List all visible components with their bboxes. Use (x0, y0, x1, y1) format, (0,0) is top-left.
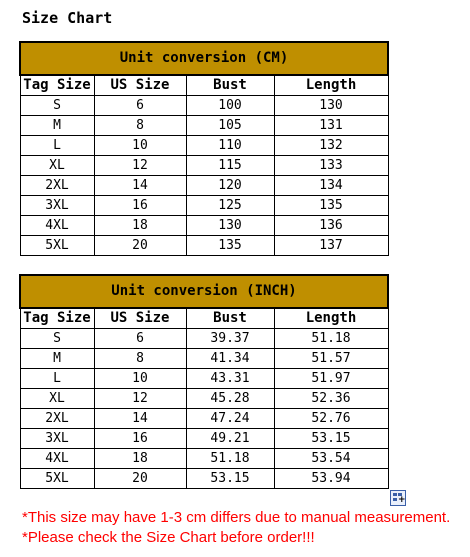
table-cell: 5XL (20, 236, 94, 256)
table-row (20, 449, 388, 469)
table-cell: 16 (94, 196, 186, 216)
table-cell: 125 (186, 196, 274, 216)
table-cell: 18 (94, 449, 186, 469)
table-cell: 3XL (20, 196, 94, 216)
column-header: Tag Size (20, 75, 94, 96)
table-cell: 115 (186, 156, 274, 176)
table-cell: 12 (94, 389, 186, 409)
table-row (20, 156, 388, 176)
table-cell: 51.57 (274, 349, 388, 369)
table-cell: 5XL (20, 469, 94, 489)
table-header-row (20, 308, 388, 329)
table-row (20, 136, 388, 156)
table-cell: 39.37 (186, 329, 274, 349)
table-cell: 45.28 (186, 389, 274, 409)
table-row (20, 216, 388, 236)
note-measurement: *This size may have 1-3 cm differs due to manual measurement. (22, 509, 451, 526)
table-cell: 2XL (20, 409, 94, 429)
table-cell: 52.76 (274, 409, 388, 429)
table-cell: 131 (274, 116, 388, 136)
table-cell: 51.18 (274, 329, 388, 349)
table-cell: 43.31 (186, 369, 274, 389)
table-cell: 10 (94, 369, 186, 389)
column-header: Length (274, 308, 388, 329)
table-cell: 137 (274, 236, 388, 256)
table-row (20, 369, 388, 389)
table-cell: 14 (94, 176, 186, 196)
table-cell: L (20, 136, 94, 156)
table-cell: L (20, 369, 94, 389)
table-cell: 6 (94, 329, 186, 349)
page-title: Size Chart (22, 9, 113, 27)
table-row (20, 409, 388, 429)
table-cell: M (20, 349, 94, 369)
table-cell: 47.24 (186, 409, 274, 429)
column-header: US Size (94, 75, 186, 96)
table-cell: 41.34 (186, 349, 274, 369)
table-row (20, 429, 388, 449)
table-cell: 18 (94, 216, 186, 236)
table-header-row (20, 75, 388, 96)
table-cell: 51.18 (186, 449, 274, 469)
table-cell: M (20, 116, 94, 136)
table-row (20, 96, 388, 116)
column-header: Bust (186, 308, 274, 329)
table-cell: 51.97 (274, 369, 388, 389)
table-cell: 2XL (20, 176, 94, 196)
table-cell: 135 (186, 236, 274, 256)
table-cell: 20 (94, 469, 186, 489)
table-cell: 110 (186, 136, 274, 156)
table-cell: 8 (94, 116, 186, 136)
table-cell: 10 (94, 136, 186, 156)
table-cell: 134 (274, 176, 388, 196)
table-cell: 4XL (20, 449, 94, 469)
table-cell: 3XL (20, 429, 94, 449)
table-cell: 49.21 (186, 429, 274, 449)
table-cell: 53.15 (186, 469, 274, 489)
table-cell: 52.36 (274, 389, 388, 409)
table-cell: 130 (186, 216, 274, 236)
table-cell: 14 (94, 409, 186, 429)
column-header: Length (274, 75, 388, 96)
table-cell: 120 (186, 176, 274, 196)
table-cell: 20 (94, 236, 186, 256)
table-cell: 53.94 (274, 469, 388, 489)
table-row (20, 389, 388, 409)
size-table-cm (19, 41, 389, 256)
table-cell: XL (20, 389, 94, 409)
column-header: Bust (186, 75, 274, 96)
table-cell: 130 (274, 96, 388, 116)
table-cell: 8 (94, 349, 186, 369)
table-insert-icon[interactable]: + (390, 490, 406, 506)
table-row (20, 176, 388, 196)
table-cell: S (20, 329, 94, 349)
size-table-inch (19, 274, 389, 489)
table-cell: 100 (186, 96, 274, 116)
table-row (20, 329, 388, 349)
table-cell: 53.54 (274, 449, 388, 469)
table-cell: 53.15 (274, 429, 388, 449)
table-row (20, 196, 388, 216)
column-header: Tag Size (20, 308, 94, 329)
note-check-chart: *Please check the Size Chart before order!!! (22, 529, 315, 546)
table-cell: 6 (94, 96, 186, 116)
table-cell: 135 (274, 196, 388, 216)
table-cell: S (20, 96, 94, 116)
table-cell: 4XL (20, 216, 94, 236)
table-cell: 16 (94, 429, 186, 449)
table-cell: 132 (274, 136, 388, 156)
table-cell: 136 (274, 216, 388, 236)
table-cell: 105 (186, 116, 274, 136)
table-cell: 12 (94, 156, 186, 176)
table-row (20, 236, 388, 256)
column-header: US Size (94, 308, 186, 329)
table-row (20, 349, 388, 369)
table-cell: 133 (274, 156, 388, 176)
table-row (20, 469, 388, 489)
table-cell: XL (20, 156, 94, 176)
table-caption: Unit conversion (CM) (20, 42, 388, 75)
table-row (20, 116, 388, 136)
table-caption: Unit conversion (INCH) (20, 275, 388, 308)
